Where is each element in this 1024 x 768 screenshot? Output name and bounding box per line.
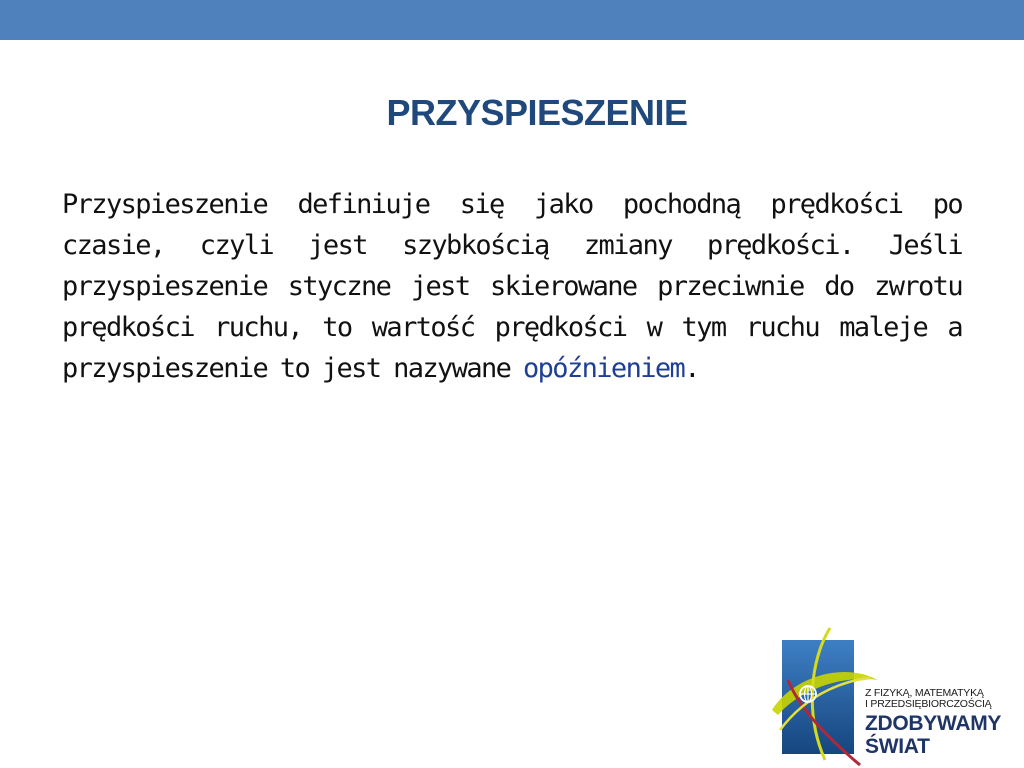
logo-line-2: I PRZEDSIĘBIORCZOŚCIĄ xyxy=(865,698,992,710)
logo-headline xyxy=(865,712,1001,758)
body-highlight-term: opóźnieniem xyxy=(522,353,685,384)
logo-line-3: ZDOBYWAMY xyxy=(865,712,1002,735)
slide-body-text xyxy=(62,184,962,389)
body-end-punctuation: . xyxy=(684,353,699,384)
logo-tagline xyxy=(865,688,992,710)
body-main-text: Przyspieszenie definiuje się jako pochodną prędkości po czasie, czyli jest szybkością zmiany prędkości. Jeśli przyspieszenie styczne jest skierowane przeciwnie do zwrotu prędkości ruchu, to wartość prędkości w tym ruchu maleje a przyspieszenie to jest nazywane xyxy=(62,189,962,384)
slide-title: PRZYSPIESZENIE xyxy=(386,92,688,133)
project-logo xyxy=(770,620,1024,768)
logo-line-1: Z FIZYKĄ, MATEMATYKĄ xyxy=(865,687,984,699)
logo-line-4: ŚWIAT xyxy=(865,735,930,758)
top-bar xyxy=(0,0,1024,40)
